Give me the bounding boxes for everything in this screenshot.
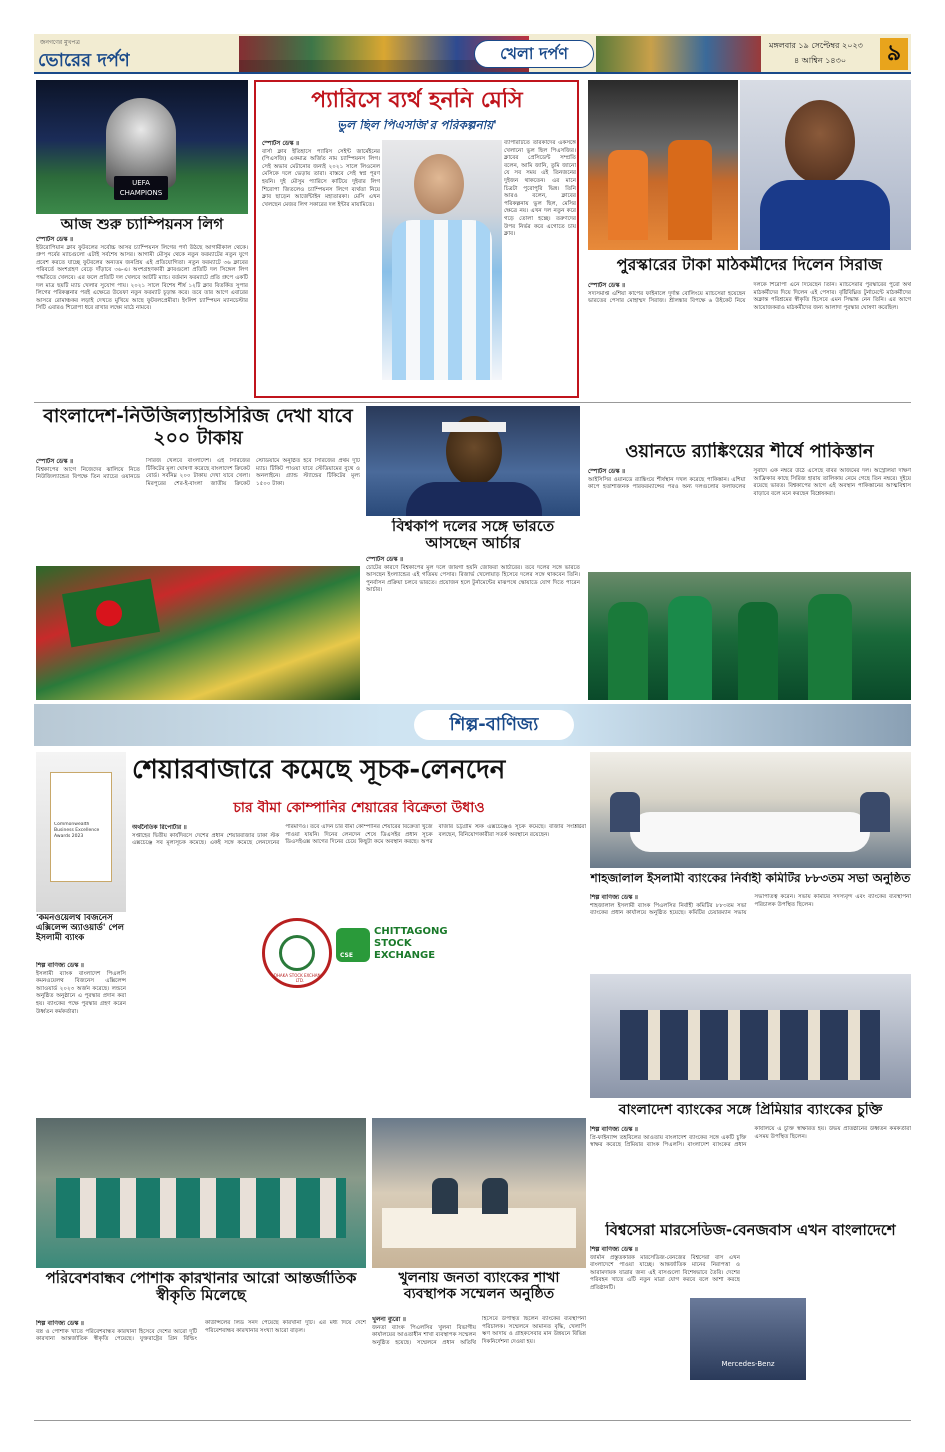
champions-body [36, 236, 248, 398]
share-text: সপ্তাহের দ্বিতীয় কার্যদিবসে দেশের প্রধান শেয়ারবাজার ঢাকা স্টক এক্সচেঞ্জে সব মূল্যসূচক কমেছে। একই সঙ্গে কমেছে লেনদেনের পরিমাণও। তবে এদিন চার বীমা কোম্পানির শেয়ারের বিক্রেতা খুঁজে পাওয়া যায়নি। দিনের লেনদেন শেষে ডিএসইর প্রধান সূচক ডিএসইএক্স আগের দিনের চেয়ে কিছুটা কমে অবস্থান করছে। অপর বাজার চট্টগ্রাম স্টক এক্সচেঞ্জেও সূচক কমেছে। বাজার সংশ্লিষ্টরা বলছেন, বিনিয়োগকারীরা সতর্ক অবস্থানে রয়েছেন। [132, 824, 586, 847]
cse-logo-text: CHITTAGONG STOCK EXCHANGE [374, 926, 448, 961]
page-number: ৯ [880, 38, 908, 70]
messi-headline: প্যারিসে ব্যর্থ হননি মেসি [311, 88, 523, 113]
section-banner-right [596, 36, 761, 72]
archer-text: চোটের কারণে বিশ্বকাপের মূল দলে জায়গা হয়নি জোফরা আর্চারের। তবে দলের সঙ্গে ভারতে আসছেন ইংল্যান্ডের এই গতিময় পেসার। রিজার্ভ খেলোয়াড় হিসেবে দলের সঙ্গে থাকবেন তিনি। পুনর্বাসন প্রক্রিয়া চলবে ভারতে। প্রয়োজন হলে টুর্নামেন্টের মাঝপথে স্কোয়াডে যোগ দিতে পারেন আর্চার। [366, 564, 580, 594]
commerce-banner [34, 704, 911, 746]
premier-body [590, 1126, 911, 1218]
garment-text: বস্ত্র ও পোশাক খাতে পরিবেশবান্ধব কারখানা হিসেবে দেশের আরো দুটি কারখানা আন্তর্জাতিক স্বীকৃতি পেয়েছে। যুক্তরাষ্ট্রের গ্রিন বিল্ডিং কাউন্সিলের লিড সনদ পেয়েছে কারখানা দুটি। এর মধ্য দিয়ে দেশে পরিবেশবান্ধব কারখানার সংখ্যা আরো বাড়ল। [36, 1320, 366, 1343]
commerce-banner-title: শিল্প-বাণিজ্য [414, 710, 574, 740]
date-line: মঙ্গলবার ১৯ সেপ্টেম্বর ২০২৩ [769, 41, 863, 50]
series-body [36, 458, 360, 562]
messi-text-left: বার্সা ক্লাব ইতিহাসে প্যারিস সেইন্ট জার্মেইনের (পিএসজি) একমাত্র অর্জিত নাম চ্যাম্পিয়নস লিগ। সেই অভাব মেটানোর জন্যই ২০২১ সালে লিওনেল মেসিকে দলে ভেড়ায় তারা। বাস্তবে সেই স্বপ্ন পূরণ হয়নি। দুই মৌসুম প্যারিসে কাটিয়ে দুইবার লিগ শিরোপা জিতলেও চ্যাম্পিয়নস লিগে ব্যর্থতা নিয়ে ক্লাব ছাড়েন আর্জেন্টাইন মহাতারকা। মেসি এখন খেলছেন মেজর লিগ সকারের দল ইন্টার মায়ামিতে। [262, 148, 380, 208]
siraj-body [588, 282, 911, 398]
mercedes-text: জার্মান প্রস্তুতকারক মারসেডিজ-বেনজের বিশ্বসেরা বাস এখন বাংলাদেশে পাওয়া যাচ্ছে। আন্তর্জাতিক মানের নিরাপত্তা ও আরামদায়ক যাত্রার জন্য এই বাসগুলো বিশেষভাবে তৈরি। দেশের পরিবহন খাতে এটি নতুন মাত্রা যোগ করবে বলে আশা করছে প্রতিষ্ঠানটি। [590, 1254, 740, 1291]
share-headline: শেয়ারবাজারে কমেছে সূচক-লেনদেন [132, 756, 506, 785]
plaque-title: Commonwealth Business Excellence Awards 2023 [54, 822, 100, 839]
messi-text-right: ব্যাপারটিতে তারকাদের একসঙ্গে খেলানো ভুল ছিল পিএসজির। ক্লাবের প্রেসিডেন্ট সম্প্রতি বলেন, আমি জানি, তুমি জানো যে সব সময় এই তিনজনের দুইজন থাকতেন। এর মানে চিত্রটা পুরোপুরি ভিন্ন। তিনি আরও বলেন, ক্লাবের পরিকল্পনায় ভুল ছিল, মেসির ক্ষেত্রে নয়। এখন দল নতুন করে গড়ে তোলা হচ্ছে। তরুণদের উপর নির্ভর করে এগোতে চায় ক্লাব। [504, 140, 576, 238]
series-headline: বাংলাদেশ-নিউজিল্যান্ডসিরিজ দেখা যাবে ২০০ টাকায় [43, 406, 353, 449]
janata-text: জনতা ব্যাংক পিএলসির খুলনা বিভাগীয় কার্যালয়ের আওতাধীন শাখা ব্যবস্থাপক সম্মেলন অনুষ্ঠিত হয়েছে। সম্মেলনে প্রধান অতিথি হিসেবে উপস্থিত ছিলেন ব্যাংকের ব্যবস্থাপনা পরিচালক। সম্মেলনে আমানত বৃদ্ধি, খেলাপি ঋণ আদায় ও গ্রাহকসেবার মান উন্নয়নে বিভিন্ন দিকনির্দেশনা দেওয়া হয়। [372, 1316, 586, 1346]
champions-text: ইউরোপিয়ান ক্লাব ফুটবলের সর্বোচ্চ আসর চ্যাম্পিয়নস লিগের পর্দা উঠছে আগামীকাল থেকে। গ্রুপ পর্বের ম্যাচগুলো এটাই সর্বশেষ আসর। আগামী মৌসুম থেকে নতুন ফরম্যাটের নতুন যুগে প্রবেশ করতে যাচ্ছে ফুটবলের অন্যতম জনপ্রিয় এই প্রতিযোগিতা। নতুন ফরম্যাটে ৩৬ ক্লাবের পরিবর্তে অংশগ্রহণ বেড়ে দাঁড়াবে ৩৬-এ। অংশগ্রহণকারী ক্লাবগুলো প্রতিটি দল সিঙ্গেল লিগ পদ্ধতিতে খেলবে। এর ফলে প্রতিটি দল খেলবে আটটি ম্যাচ। বর্তমান ফরম্যাটে প্রতি গ্রুপে একটি দল মাত্র ছয়টি ম্যাচ খেলার সুযোগ পায়। ২০২১ সালে বিশেষ শীর্ষ ১২টি ক্লাব বিতর্কিত সুপার লিগের পরিকল্পনার পরই এক্ষেত্রে উয়েফা নতুন ফরম্যাট চূড়ান্ত করে। তবে তার আগে এবারের আসরে রোমাঞ্চকর লড়াই দেখতে মুখিয়ে আছে ফুটবলপ্রেমীরা। ইংলিশ চ্যাম্পিয়ন ম্যানচেস্টার সিটি এবারও শিরোপা ধরে রাখার লক্ষ্যে মাঠে নামবে। [36, 244, 248, 312]
messi-box [254, 80, 579, 398]
bottom-rule [34, 1420, 911, 1421]
archer-photo [366, 406, 580, 516]
messi-body-right [504, 140, 576, 392]
garment-headline: পরিবেশবান্ধব পোশাক কারখানার আরো আন্তর্জাতিক স্বীকৃতি মিলেছে [45, 1270, 357, 1305]
paper-tagline: জনগণের মুখপত্র [40, 39, 80, 46]
messi-body-left [262, 140, 380, 392]
messi-subheadline: ভুল ছিল পিএসজি'র পরিকল্পনায়' [337, 119, 497, 132]
divider [34, 402, 911, 403]
award-plaque-photo [36, 752, 126, 912]
shahjalal-byline: শিল্প বাণিজ্য ডেস্ক ॥ [590, 894, 638, 901]
cse-logo-short: CSE [340, 952, 353, 959]
dse-logo [262, 918, 332, 988]
share-subheadline: চার বীমা কোম্পানির শেয়ারের বিক্রেতা উধাও [233, 800, 485, 816]
siraj-text: সদ্যসমাপ্ত এশিয়া কাপের ফাইনালে দুর্দান্ত বোলিংয়ে ম্যাচসেরা হয়েছেন ভারতের পেসার মোহাম্মদ সিরাজ। শ্রীলঙ্কার বিপক্ষে ৬ উইকেট নিয়ে দলকে শিরোপা এনে দিয়েছেন তিনি। ম্যাচসেরার পুরস্কারের পুরো অর্থ মাঠকর্মীদের দিয়ে দিলেন এই পেসার। বৃষ্টিবিঘ্নিত টুর্নামেন্টে মাঠকর্মীদের অক্লান্ত পরিশ্রমের স্বীকৃতি হিসেবে এমন সিদ্ধান্ত নেন তিনি। এর আগে আয়োজকরাও মাঠকর্মীদের জন্য আলাদা পুরস্কার ঘোষণা করেছিল। [588, 282, 911, 311]
pakistan-headline: ওয়ানডে র‍্যাঙ্কিংয়ের শীর্ষে পাকিস্তান [625, 442, 874, 462]
garment-body [36, 1320, 366, 1418]
mercedes-logo-text: Mercedes-Benz [721, 1360, 775, 1368]
garment-factory-photo [36, 1118, 366, 1268]
garment-byline: শিল্প বাণিজ্য ডেস্ক ॥ [36, 1320, 84, 1327]
award-byline: শিল্প বাণিজ্য ডেস্ক ॥ [36, 962, 84, 969]
series-text: বিশ্বকাপের আগে নিজেদের ঝালিয়ে নিতে নিউজিল্যান্ডের বিপক্ষে তিন ম্যাচের ওয়ানডে সিরিজ খেলবে বাংলাদেশ। এই সিরিজের টিকিটের মূল্য ঘোষণা করেছে বাংলাদেশ ক্রিকেট বোর্ড। সর্বনিম্ন ২০০ টাকায় দেখা যাবে খেলা। মিরপুরের শের-ই-বাংলা জাতীয় ক্রিকেট স্টেডিয়ামে অনুষ্ঠিত হবে সিরিজের প্রথম দুটি ম্যাচ। টিকিট পাওয়া যাবে স্টেডিয়ামের বুথে ও অনলাইনে। গ্র্যান্ড স্ট্যান্ডের টিকিটের মূল্য ১৫০০ টাকা। [36, 458, 360, 487]
mercedes-headline: বিশ্বসেরা মারসেডিজ-বেনজবাস এখন বাংলাদেশে [605, 1222, 896, 1239]
messi-photo [382, 140, 502, 380]
mercedes-byline: শিল্প বাণিজ্য ডেস্ক ॥ [590, 1246, 638, 1253]
messi-byline: স্পোর্টস ডেস্ক ॥ [262, 140, 300, 147]
stadium-crowd-photo [36, 566, 360, 700]
pakistan-byline: স্পোর্টস ডেস্ক ॥ [588, 468, 626, 475]
champions-league-photo: UEFA CHAMPIONS [36, 80, 248, 214]
paper-name: ভোরের দর্পণ [38, 50, 130, 71]
archer-headline: বিশ্বকাপ দলের সঙ্গে ভারতে আসছেন আর্চার [391, 518, 555, 553]
share-body [132, 824, 586, 918]
award-headline: 'কমনওয়েলথ বিজনেস এক্সিলেন্স অ্যাওয়ার্ড' পেল ইসলামী ব্যাংক [36, 914, 124, 943]
cse-logo-mark [336, 928, 370, 962]
champions-headline: আজ শুরু চ্যাম্পিয়নস লিগ [60, 216, 224, 233]
masthead [34, 34, 911, 74]
pakistan-body [588, 468, 911, 568]
premier-text: প্রি-ফাইন্যান্স তহবিলের আওতায় বাংলাদেশ ব্যাংকের সঙ্গে একটি চুক্তি স্বাক্ষর করেছে প্রিমিয়ার ব্যাংক পিএলসি। বাংলাদেশ ব্যাংকের প্রধান কার্যালয়ে এ চুক্তি স্বাক্ষরিত হয়। উভয় প্রতিষ্ঠানের উর্ধ্বতন কর্মকর্তারা এসময় উপস্থিত ছিলেন। [590, 1126, 911, 1149]
shahjalal-body [590, 894, 911, 970]
shahjalal-text: শাহজালাল ইসলামী ব্যাংক পিএলসির নির্বাহী কমিটির ৮৮৩তম সভা ব্যাংকের প্রধান কার্যালয়ে অনুষ্ঠিত হয়েছে। কমিটির চেয়ারম্যান সভায় সভাপতিত্ব করেন। সভায় কমিটির সদস্যবৃন্দ এবং ব্যাংকের ব্যবস্থাপনা পরিচালক উপস্থিত ছিলেন। [590, 894, 911, 917]
archer-body [366, 556, 580, 700]
siraj-photo [740, 80, 911, 250]
janata-headline: খুলনায় জনতা ব্যাংকের শাখা ব্যবস্থাপক সম্মেলন অনুষ্ঠিত [398, 1270, 560, 1303]
premier-headline: বাংলাদেশ ব্যাংকের সঙ্গে প্রিমিয়ার ব্যাংকের চুক্তি [618, 1102, 883, 1118]
pakistan-text: আইসিসির ওয়ানডে র‍্যাঙ্কিংয়ে শীর্ষস্থান দখল করেছে পাকিস্তান। এশিয়া কাপে হতাশাজনক পারফরম্যান্সের পরও অন্য দলগুলোর ফলাফলের সুবাদে এক নম্বরে উঠে এসেছে বাবর আজমের দল। অস্ট্রেলিয়া দক্ষিণ আফ্রিকার কাছে সিরিজ হারায় তালিকায় নেমে গেছে তিন নম্বরে। দুইয়ে রয়েছে ভারত। বিশ্বকাপের আগে এই অবস্থান পাকিস্তানের আত্মবিশ্বাস বাড়াবে বলে মনে করছেন বিশ্লেষকরা। [588, 468, 911, 497]
mercedes-photo [690, 1298, 806, 1380]
pakistan-team-photo [588, 572, 911, 700]
cse-logo [336, 926, 468, 978]
janata-body [372, 1316, 586, 1418]
award-text: ইসলামী ব্যাংক বাংলাদেশ পিএলসি কমনওয়েলথ বিজনেস এক্সিলেন্স অ্যাওয়ার্ড ২০২৩ অর্জন করেছে। লন্ডনে অনুষ্ঠিত অনুষ্ঠানে এ পুরস্কার প্রদান করা হয়। ব্যাংকের পক্ষে পুরস্কার গ্রহণ করেন উর্ধ্বতন কর্মকর্তারা। [36, 970, 126, 1015]
date-line-bn: ৪ আশ্বিন ১৪৩০ [794, 56, 847, 65]
siraj-headline: পুরস্কারের টাকা মাঠকর্মীদের দিলেন সিরাজ [616, 256, 883, 274]
premier-byline: শিল্প বাণিজ্য ডেস্ক ॥ [590, 1126, 638, 1133]
shahjalal-meeting-photo [590, 752, 911, 868]
dse-logo-text: DHAKA STOCK EXCHANGE LTD. [273, 973, 327, 983]
series-byline: স্পোর্টস ডেস্ক ॥ [36, 458, 74, 465]
shahjalal-headline: শাহজালাল ইসলামী ব্যাংকের নির্বাহী কমিটির ৮৮৩তম সভা অনুষ্ঠিত [590, 872, 911, 885]
siraj-byline: স্পোর্টস ডেস্ক ॥ [588, 282, 626, 289]
archer-byline: স্পোর্টস ডেস্ক ॥ [366, 556, 404, 563]
award-body [36, 962, 126, 1038]
premier-signing-photo [590, 974, 911, 1098]
champions-byline: স্পোর্টস ডেস্ক ॥ [36, 236, 74, 243]
janata-conference-photo [372, 1118, 586, 1268]
groundstaff-photo [588, 80, 738, 250]
janata-byline: খুলনা ব্যুরো ॥ [372, 1316, 406, 1323]
section-name: খেলা দর্পণ [474, 40, 594, 68]
share-byline: অর্থনৈতিক রিপোর্টার ॥ [132, 824, 187, 831]
